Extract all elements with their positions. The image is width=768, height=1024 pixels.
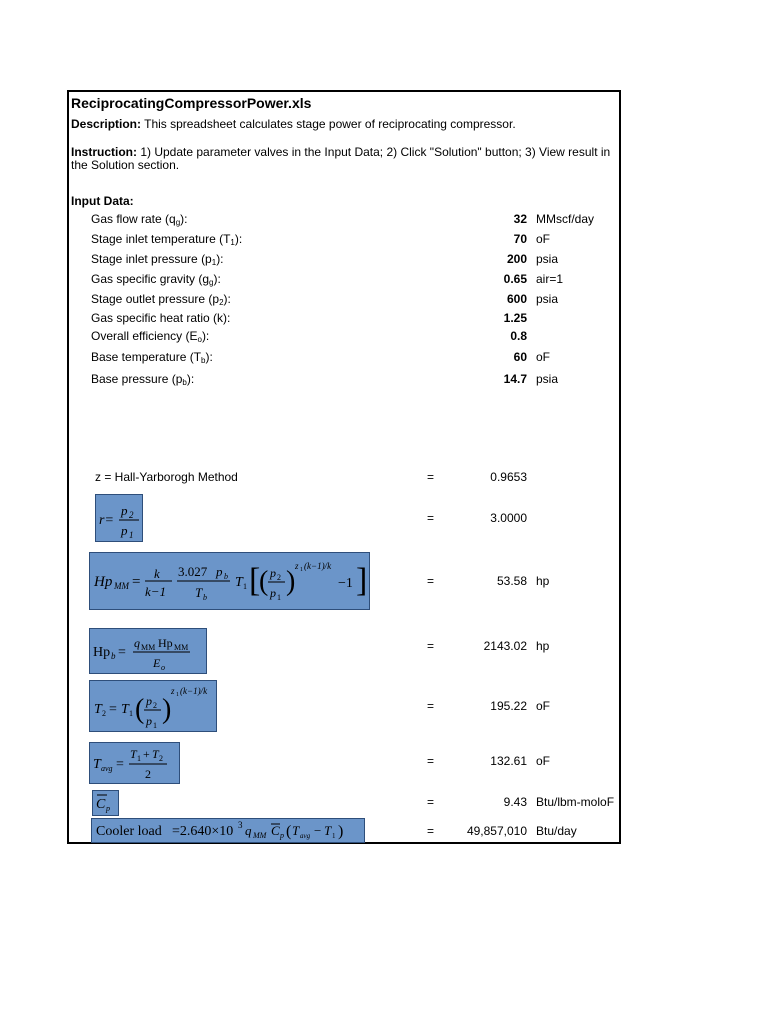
svg-text:−1: −1	[338, 576, 353, 591]
svg-text:T: T	[235, 575, 243, 590]
input-row-outlet-pressure	[69, 290, 619, 308]
svg-text:k−1: k−1	[145, 584, 167, 599]
result-value: 53.58	[496, 574, 527, 588]
input-unit: psia	[536, 292, 559, 306]
svg-text:p: p	[216, 564, 223, 579]
svg-text:E: E	[153, 656, 161, 670]
result-unit: oF	[536, 699, 551, 713]
svg-text:p: p	[270, 566, 276, 580]
input-value[interactable]: 14.7	[503, 372, 527, 386]
formula-cp-bar	[92, 790, 119, 816]
formula-t-avg	[89, 742, 180, 784]
svg-text:T: T	[121, 702, 129, 717]
svg-text:[: [	[249, 562, 261, 599]
input-unit: air=1	[536, 272, 564, 286]
svg-text:=: =	[116, 757, 124, 772]
input-unit: oF	[536, 350, 551, 364]
input-value[interactable]: 0.8	[510, 329, 527, 343]
input-value[interactable]: 600	[506, 292, 527, 306]
input-label: Stage inlet temperature $(T_1)$:	[91, 232, 243, 247]
svg-text:1: 1	[176, 692, 179, 698]
svg-text:1: 1	[129, 709, 133, 718]
spreadsheet-panel	[67, 90, 621, 844]
input-data-heading: Input Data:	[71, 194, 134, 208]
svg-text:p: p	[121, 523, 128, 538]
svg-text:T: T	[152, 747, 159, 761]
input-label: Base temperature $(T_b)$:	[91, 350, 213, 365]
svg-text:r=: r=	[99, 513, 114, 528]
equals-sign: =	[427, 795, 435, 809]
input-label: Gas specific heat ratio (k):	[91, 311, 231, 325]
svg-text:1: 1	[300, 567, 303, 573]
result-value: 49,857,010	[466, 824, 527, 838]
description-label: Description:	[71, 117, 142, 131]
svg-text:k: k	[154, 566, 160, 581]
result-unit: hp	[536, 574, 550, 588]
svg-text:−: −	[314, 823, 322, 838]
result-unit: oF	[536, 754, 551, 768]
equals-sign: =	[427, 511, 435, 525]
formula-pressure-ratio	[95, 494, 143, 542]
input-unit: psia	[536, 252, 559, 266]
svg-text:C: C	[271, 823, 280, 838]
svg-text:p: p	[270, 586, 276, 600]
formula-t2	[89, 680, 217, 732]
svg-text:(: (	[286, 823, 292, 840]
input-label: Stage outlet pressure $(p_2)$:	[91, 292, 231, 307]
svg-text:T: T	[94, 702, 102, 717]
svg-text:): )	[162, 694, 172, 725]
svg-text:MM: MM	[141, 643, 156, 652]
input-value[interactable]: 1.25	[503, 311, 527, 325]
input-label: Gas flow rate $(q_g)$:	[91, 212, 188, 227]
input-value[interactable]: 60	[513, 350, 527, 364]
formula-cooler-load	[91, 818, 365, 843]
svg-text:=: =	[109, 702, 117, 717]
svg-text:MM: MM	[114, 581, 129, 591]
svg-text:=: =	[132, 574, 141, 590]
instruction-label: Instruction:	[71, 145, 137, 159]
svg-text:1: 1	[129, 530, 134, 540]
svg-text:avg: avg	[300, 832, 311, 840]
svg-text:1: 1	[277, 593, 281, 602]
input-row-base-temperature	[69, 348, 619, 366]
svg-text:2: 2	[153, 701, 157, 710]
svg-text:1: 1	[137, 754, 141, 763]
result-value: 132.61	[490, 754, 527, 768]
svg-text:b: b	[203, 593, 207, 602]
cooler-load-label: Cooler load	[96, 824, 162, 839]
equals-sign: =	[427, 824, 435, 838]
svg-text:(k−1)/k: (k−1)/k	[304, 561, 332, 571]
instruction	[71, 146, 611, 172]
svg-text:(: (	[135, 694, 145, 725]
result-value: 0.9653	[490, 470, 527, 484]
svg-text:b: b	[111, 651, 116, 661]
formula-hp-mm	[89, 552, 370, 610]
input-row-inlet-pressure	[69, 250, 619, 268]
result-value: 3.0000	[490, 511, 527, 525]
svg-text:z: z	[171, 686, 175, 696]
svg-text:z: z	[295, 561, 299, 571]
svg-text:q: q	[134, 636, 140, 650]
svg-text:b: b	[224, 572, 228, 581]
input-row-gas-flow-rate	[69, 210, 619, 228]
svg-text:3: 3	[238, 820, 243, 830]
input-value[interactable]: 70	[513, 232, 527, 246]
svg-text:T: T	[93, 757, 101, 772]
svg-text:(: (	[259, 566, 269, 597]
svg-text:]: ]	[356, 562, 368, 599]
svg-text:=2.640×10: =2.640×10	[172, 824, 234, 839]
input-value[interactable]: 200	[506, 252, 527, 266]
svg-text:+: +	[143, 747, 150, 761]
svg-text:2: 2	[102, 709, 106, 718]
input-value[interactable]: 32	[513, 212, 527, 226]
equals-sign: =	[427, 699, 435, 713]
input-unit: MMscf/day	[536, 212, 595, 226]
result-value: 2143.02	[483, 639, 527, 653]
svg-text:1: 1	[153, 721, 157, 730]
svg-text:Hp: Hp	[93, 645, 111, 660]
description-text: This spreadsheet calculates stage power of reciprocating compressor.	[141, 117, 516, 131]
svg-text:2: 2	[145, 767, 151, 781]
svg-text:p: p	[280, 831, 284, 840]
input-row-specific-gravity	[69, 270, 619, 288]
input-label: Stage inlet pressure $(p_1)$:	[91, 252, 224, 267]
svg-text:1: 1	[332, 832, 336, 840]
svg-text:Hp: Hp	[158, 636, 173, 650]
svg-text:avg: avg	[101, 764, 113, 773]
svg-text:T: T	[130, 747, 137, 761]
svg-text:2: 2	[129, 510, 134, 520]
svg-text:o: o	[161, 663, 165, 672]
svg-text:(k−1)/k: (k−1)/k	[180, 686, 208, 696]
svg-text:2: 2	[159, 754, 163, 763]
result-value: 195.22	[490, 699, 527, 713]
svg-text:T: T	[324, 823, 332, 838]
input-label: Gas specific gravity $(g_g)$:	[91, 272, 221, 287]
svg-text:=: =	[118, 645, 126, 660]
input-row-efficiency	[69, 327, 619, 345]
svg-text:p: p	[146, 714, 152, 728]
input-row-inlet-temperature	[69, 230, 619, 248]
svg-text:3.027: 3.027	[178, 564, 208, 579]
svg-text:T: T	[195, 585, 203, 600]
svg-text:p: p	[106, 804, 110, 813]
svg-text:MM: MM	[253, 831, 267, 840]
input-unit: oF	[536, 232, 551, 246]
z-factor-label: z = Hall-Yarborogh Method	[95, 470, 238, 484]
equals-sign: =	[427, 470, 435, 484]
instruction-text: 1) Update parameter valves in the Input Data; 2) Click "Solution" button; 3) View result in the Solution section.	[71, 145, 611, 172]
result-unit: Btu/day	[536, 824, 577, 838]
svg-text:q: q	[245, 823, 252, 838]
result-unit: Btu/lbm-moloF	[536, 795, 615, 809]
equals-sign: =	[427, 639, 435, 653]
svg-text:Hp: Hp	[94, 574, 113, 590]
svg-text:T: T	[292, 823, 300, 838]
input-row-heat-ratio	[69, 309, 619, 327]
input-label: Base pressure $(p_b)$:	[91, 372, 195, 387]
input-value[interactable]: 0.65	[503, 272, 527, 286]
input-label: Overall efficiency $(E_o)$:	[91, 329, 210, 344]
description	[71, 118, 516, 131]
result-value: 9.43	[503, 795, 527, 809]
svg-text:p: p	[146, 694, 152, 708]
equals-sign: =	[427, 754, 435, 768]
equals-sign: =	[427, 574, 435, 588]
svg-text:): )	[286, 566, 296, 597]
svg-text:2: 2	[277, 573, 281, 582]
svg-text:): )	[338, 823, 344, 840]
svg-text:C: C	[96, 797, 106, 812]
input-row-base-pressure	[69, 370, 619, 388]
result-unit: hp	[536, 639, 550, 653]
svg-text:p: p	[121, 503, 128, 518]
svg-text:1: 1	[243, 582, 247, 591]
svg-text:MM: MM	[174, 643, 189, 652]
file-title: ReciprocatingCompressorPower.xls	[71, 95, 312, 111]
input-unit: psia	[536, 372, 559, 386]
formula-hp-b	[89, 628, 207, 674]
